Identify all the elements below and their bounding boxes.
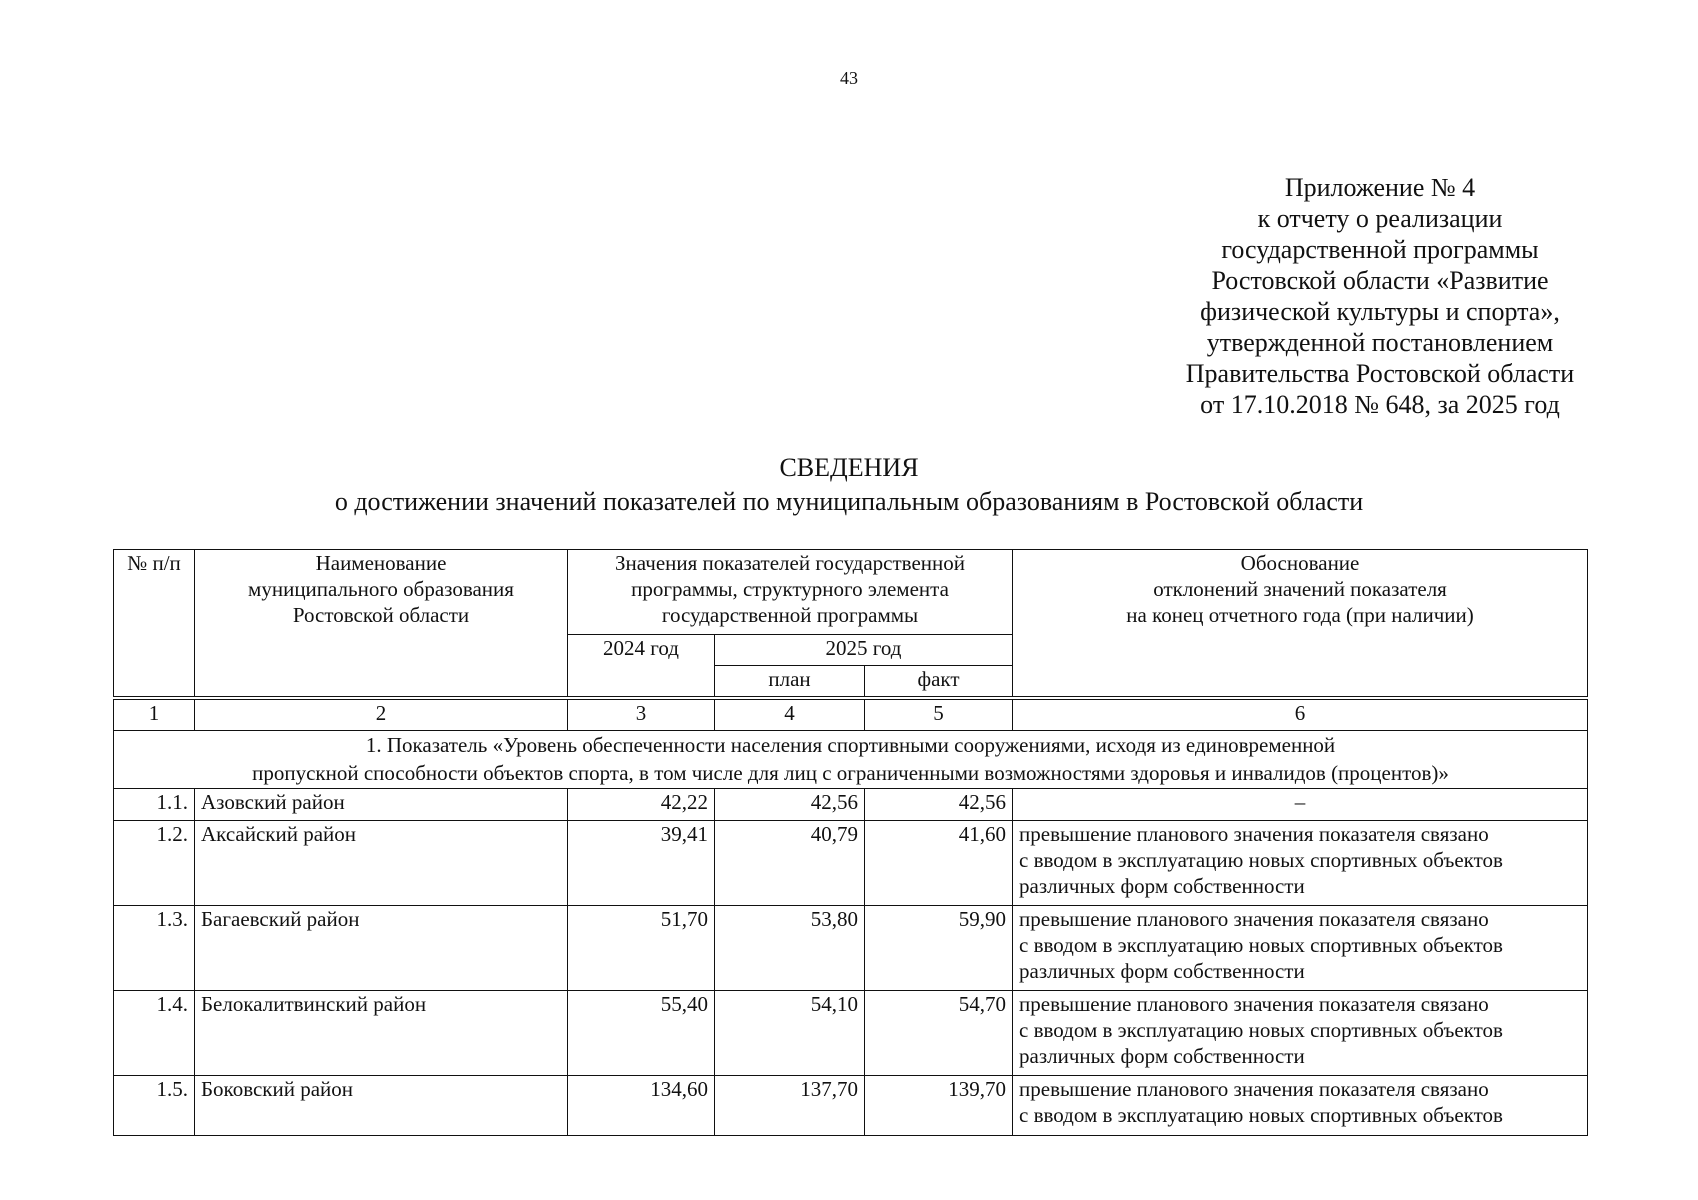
municipality-name: Багаевский район (195, 906, 568, 991)
header-line: Обоснование (1240, 551, 1360, 575)
section-title-line: пропускной способности объектов спорта, в том числе для лиц с ограниченными возможностями здоровья и инвалидов (процентов)» (252, 761, 1449, 785)
reason-line: различных форм собственности (1019, 959, 1305, 983)
header-reason (1013, 550, 1588, 699)
municipality-name: Аксайский район (195, 821, 568, 906)
header-municipality (195, 550, 568, 699)
appendix-note (1140, 172, 1620, 420)
value-fact: 42,56 (865, 789, 1013, 821)
reason-line: с вводом в эксплуатацию новых спортивных объектов (1019, 933, 1503, 957)
reason-line: с вводом в эксплуатацию новых спортивных объектов (1019, 1103, 1503, 1127)
column-number: 2 (195, 698, 568, 731)
table-row (114, 1076, 1588, 1136)
reason-line: с вводом в эксплуатацию новых спортивных объектов (1019, 1018, 1503, 1042)
appendix-line: государственной программы (1221, 235, 1539, 264)
page-number: 43 (840, 68, 858, 88)
document-title: СВЕДЕНИЯ (779, 453, 919, 482)
value-2024: 39,41 (568, 821, 715, 906)
value-fact: 139,70 (865, 1076, 1013, 1136)
row-number: 1.4. (114, 991, 195, 1076)
deviation-reason (1013, 1076, 1588, 1136)
value-fact: 59,90 (865, 906, 1013, 991)
reason-line: превышение планового значения показателя связано (1019, 1077, 1489, 1101)
deviation-reason (1013, 991, 1588, 1076)
header-line: на конец отчетного года (при наличии) (1126, 603, 1474, 627)
deviation-reason (1013, 821, 1588, 906)
appendix-line: от 17.10.2018 № 648, за 2025 год (1200, 390, 1560, 419)
municipality-name: Белокалитвинский район (195, 991, 568, 1076)
section-title-line: 1. Показатель «Уровень обеспеченности населения спортивными сооружениями, исходя из единовременной (365, 733, 1336, 757)
column-number: 3 (568, 698, 715, 731)
appendix-line: Ростовской области «Развитие (1211, 266, 1549, 295)
appendix-line: физической культуры и спорта», (1200, 297, 1560, 326)
value-2024: 55,40 (568, 991, 715, 1076)
appendix-line: Приложение № 4 (1284, 173, 1476, 202)
value-plan: 40,79 (715, 821, 865, 906)
section-row (114, 731, 1588, 789)
header-values (568, 550, 1013, 635)
table-row (114, 821, 1588, 906)
value-fact: 54,70 (865, 991, 1013, 1076)
header-line: программы, структурного элемента (631, 577, 949, 601)
header-fact: факт (865, 666, 1013, 699)
appendix-line: утвержденной постановлением (1206, 328, 1554, 357)
value-2024: 42,22 (568, 789, 715, 821)
appendix-line: Правительства Ростовской области (1185, 359, 1575, 388)
column-number: 5 (865, 698, 1013, 731)
header-line: муниципального образования (248, 577, 514, 601)
header-year-2024: 2024 год (568, 635, 715, 699)
header-line: Значения показателей государственной (615, 551, 965, 575)
reason-line: превышение планового значения показателя связано (1019, 822, 1489, 846)
column-numbers-row (114, 698, 1588, 731)
appendix-line: к отчету о реализации (1257, 204, 1503, 233)
municipality-name: Боковский район (195, 1076, 568, 1136)
reason-line: различных форм собственности (1019, 874, 1305, 898)
header-number: № п/п (114, 550, 195, 699)
reason-line: превышение планового значения показателя связано (1019, 992, 1489, 1016)
header-year-2025: 2025 год (715, 635, 1013, 666)
value-fact: 41,60 (865, 821, 1013, 906)
value-plan: 42,56 (715, 789, 865, 821)
value-2024: 51,70 (568, 906, 715, 991)
row-number: 1.2. (114, 821, 195, 906)
header-plan: план (715, 666, 865, 699)
row-number: 1.3. (114, 906, 195, 991)
value-plan: 53,80 (715, 906, 865, 991)
value-plan: 137,70 (715, 1076, 865, 1136)
header-line: отклонений значений показателя (1153, 577, 1447, 601)
table-row (114, 789, 1588, 821)
header-line: государственной программы (661, 603, 919, 627)
header-line: Ростовской области (292, 603, 470, 627)
table-row (114, 991, 1588, 1076)
row-number: 1.5. (114, 1076, 195, 1136)
column-number: 4 (715, 698, 865, 731)
deviation-reason (1013, 906, 1588, 991)
value-2024: 134,60 (568, 1076, 715, 1136)
reason-line: – (1294, 790, 1306, 814)
column-number: 1 (114, 698, 195, 731)
reason-line: с вводом в эксплуатацию новых спортивных объектов (1019, 848, 1503, 872)
value-plan: 54,10 (715, 991, 865, 1076)
reason-line: различных форм собственности (1019, 1044, 1305, 1068)
municipality-name: Азовский район (195, 789, 568, 821)
column-number: 6 (1013, 698, 1588, 731)
deviation-reason (1013, 789, 1588, 821)
table-row (114, 906, 1588, 991)
header-line: Наименование (315, 551, 447, 575)
document-subtitle: о достижении значений показателей по муниципальным образованиям в Ростовской области (334, 487, 1364, 516)
indicators-table (113, 549, 1588, 1136)
row-number: 1.1. (114, 789, 195, 821)
reason-line: превышение планового значения показателя связано (1019, 907, 1489, 931)
section-title (114, 731, 1588, 789)
